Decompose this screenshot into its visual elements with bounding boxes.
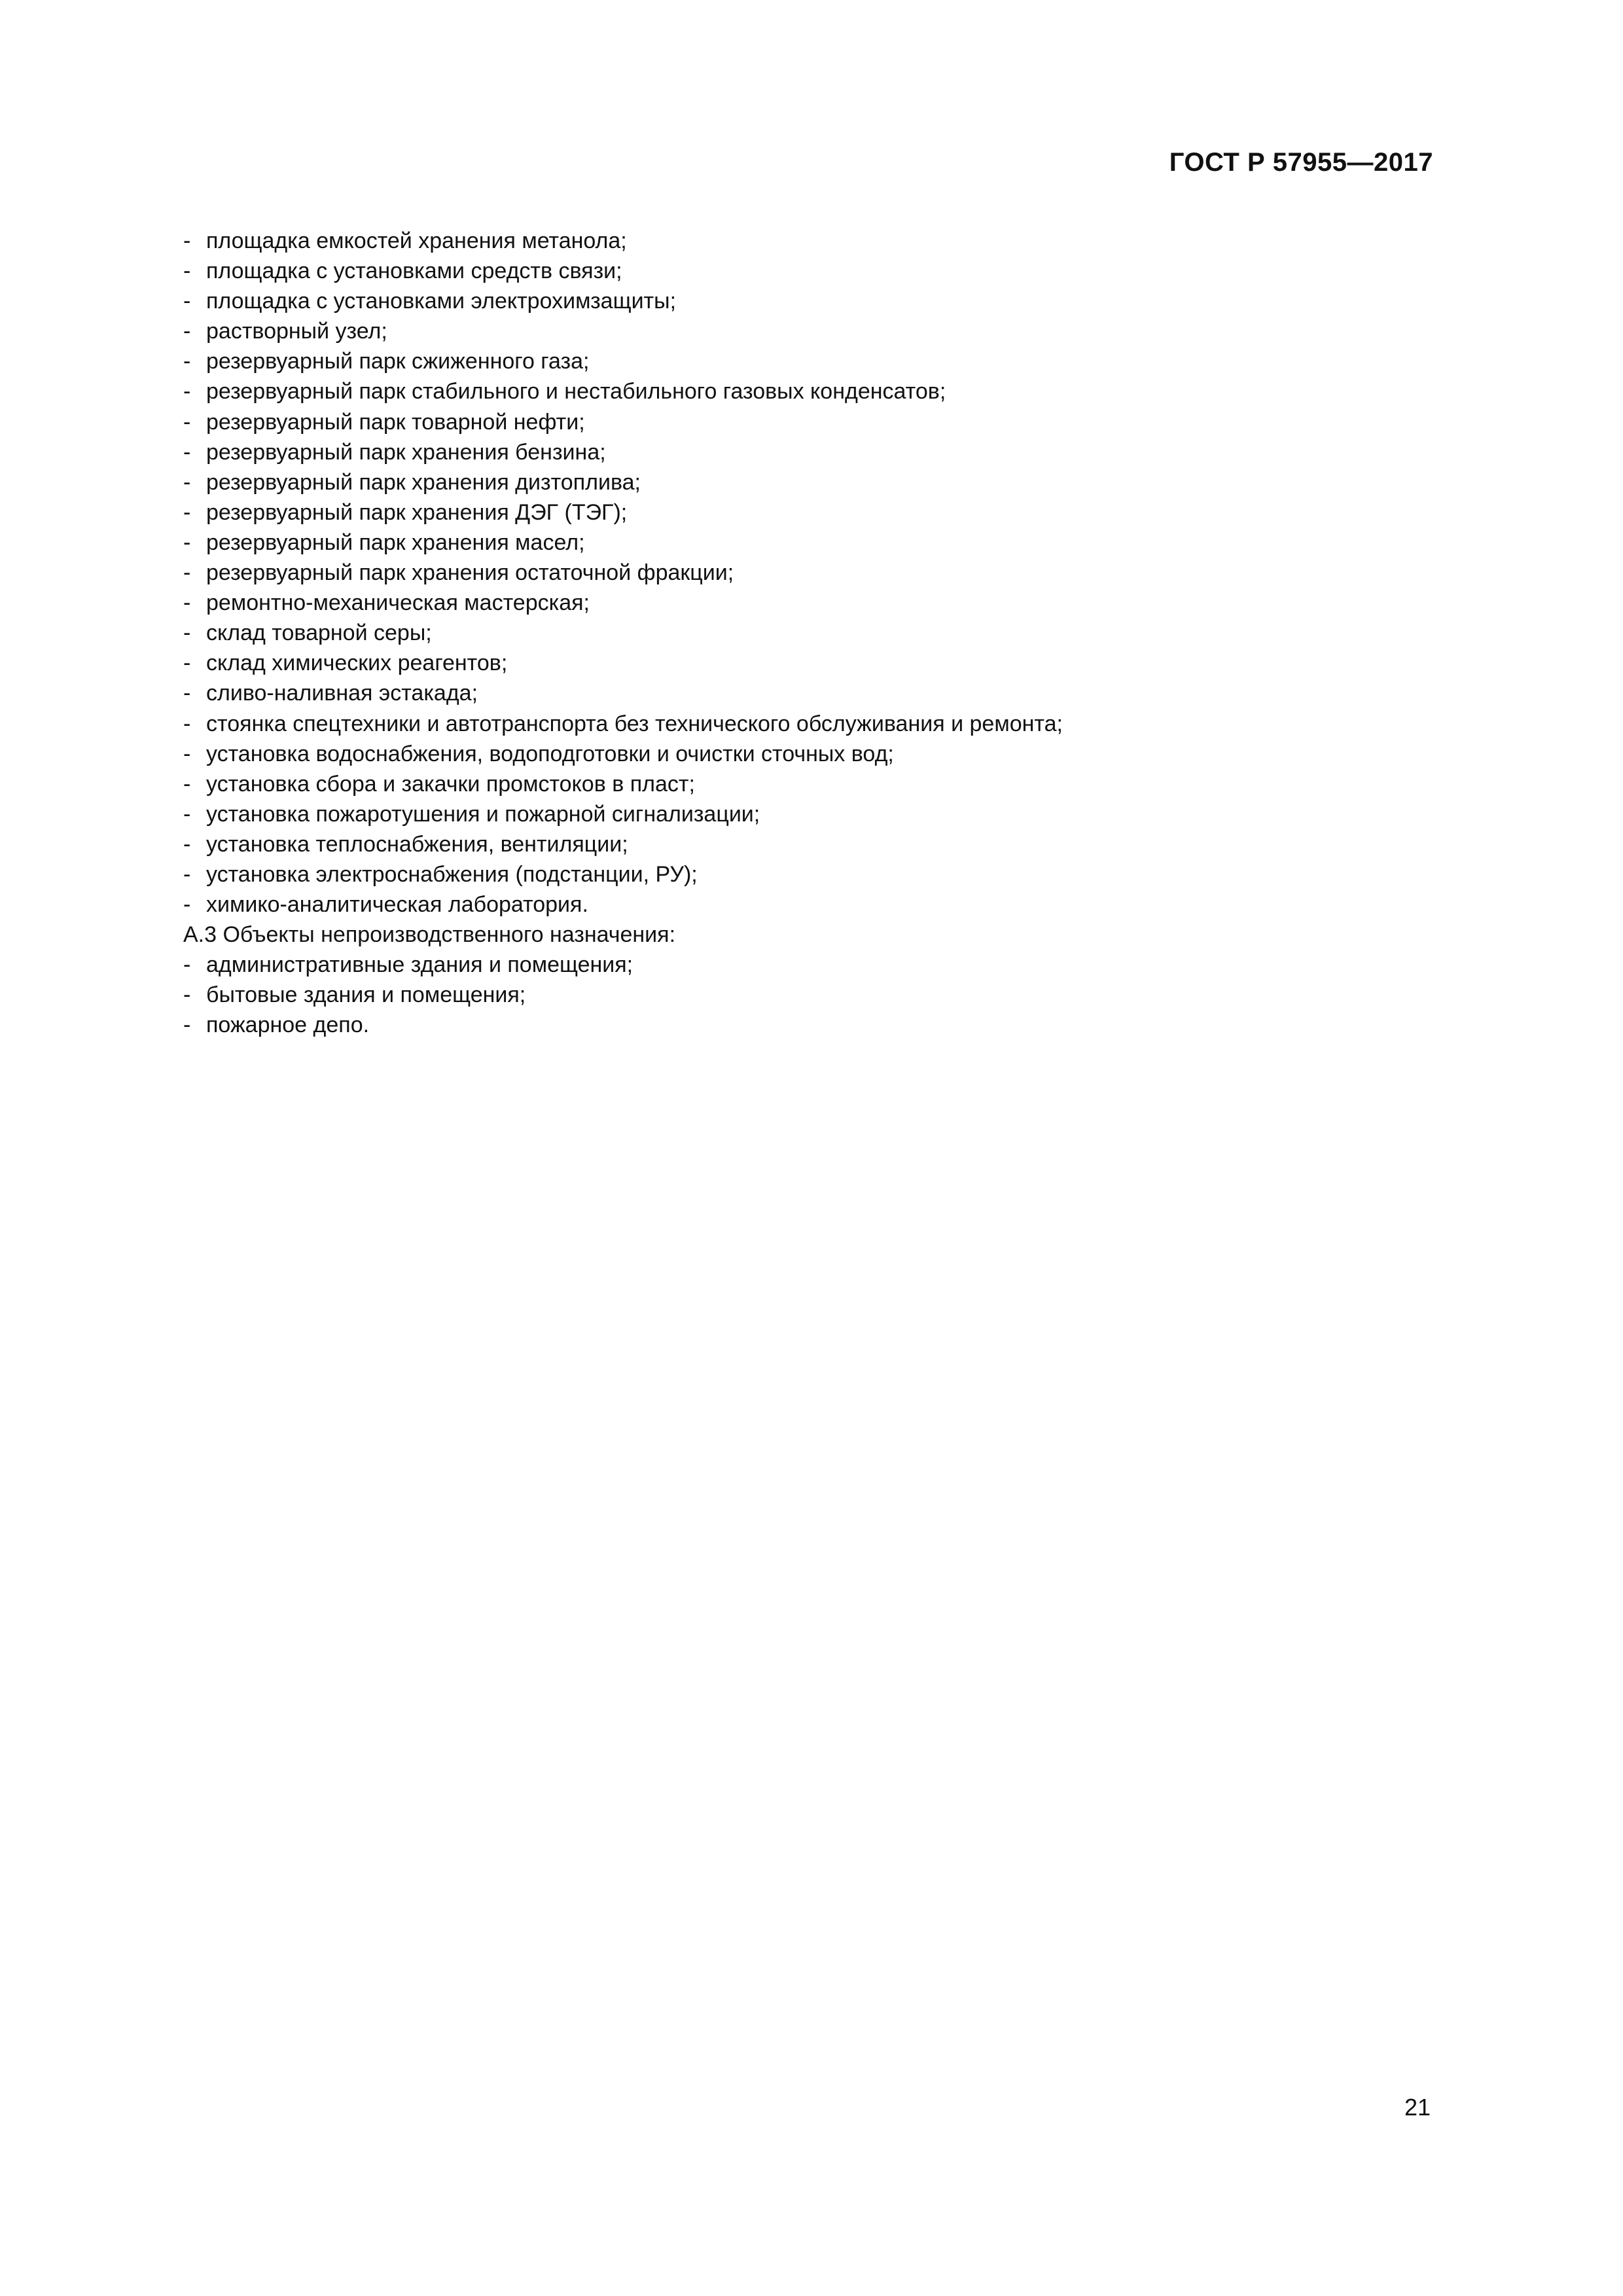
bullet-dash: - (183, 409, 191, 435)
bullet-dash: - (183, 651, 191, 676)
list-item-text: резервуарный парк сжиженного газа; (206, 349, 590, 374)
list-item-text: площадка емкостей хранения метанола; (206, 228, 627, 253)
list-item (183, 256, 1459, 286)
bullet-dash: - (183, 228, 191, 253)
list-item (183, 678, 1459, 708)
bullet-dash: - (183, 1013, 191, 1038)
bullet-dash: - (183, 831, 191, 857)
list-item (183, 980, 1459, 1010)
list-item (183, 437, 1459, 467)
list-item (183, 648, 1459, 678)
list-item-text: резервуарный парк хранения бензина; (206, 439, 606, 465)
list-item (183, 376, 1459, 406)
bullet-dash: - (183, 319, 191, 344)
list-item (183, 1010, 1459, 1040)
bullet-dash: - (183, 982, 191, 1008)
bullet-dash: - (183, 711, 191, 736)
list-item (183, 950, 1459, 980)
bullet-dash: - (183, 499, 191, 525)
list-item (183, 709, 1459, 739)
list-item (183, 226, 1459, 256)
list-item (183, 346, 1459, 376)
list-item-text: резервуарный парк хранения остаточной фракции; (206, 560, 734, 586)
list-item (183, 316, 1459, 346)
list-item (183, 286, 1459, 316)
list-item-text: установка электроснабжения (подстанции, РУ); (206, 861, 698, 887)
bullet-dash: - (183, 952, 191, 978)
list-item-text: склад химических реагентов; (206, 651, 508, 676)
bullet-dash: - (183, 289, 191, 314)
list-item (183, 829, 1459, 859)
section-heading: А.3 Объекты непроизводственного назначения: (183, 922, 676, 948)
bullet-dash: - (183, 892, 191, 918)
list-item (183, 739, 1459, 769)
list-item-text: резервуарный парк стабильного и нестабильного газовых конденсатов; (206, 379, 946, 404)
list-item-text: склад товарной серы; (206, 620, 432, 646)
list-item-text: административные здания и помещения; (206, 952, 633, 978)
list-item (183, 859, 1459, 889)
list-item-text: пожарное депо. (206, 1013, 370, 1038)
list-item-text: установка сбора и закачки промстоков в пласт; (206, 771, 695, 797)
list-item-text: площадка с установками средств связи; (206, 259, 622, 284)
bullet-dash: - (183, 529, 191, 555)
list-item-text: площадка с установками электрохимзащиты; (206, 289, 677, 314)
list-item (183, 889, 1459, 920)
list-item (183, 528, 1459, 558)
bullet-dash: - (183, 379, 191, 404)
bullet-dash: - (183, 620, 191, 646)
bullet-dash: - (183, 259, 191, 284)
list-item (183, 467, 1459, 497)
list-item-text: резервуарный парк хранения ДЭГ (ТЭГ); (206, 499, 628, 525)
list-item (183, 558, 1459, 588)
bullet-dash: - (183, 741, 191, 766)
bullet-dash: - (183, 681, 191, 706)
bullet-dash: - (183, 439, 191, 465)
list-item-text: химико-аналитическая лаборатория. (206, 892, 588, 918)
list-item-text: установка водоснабжения, водоподготовки и очистки сточных вод; (206, 741, 894, 766)
list-item (183, 497, 1459, 528)
list-item-text: растворный узел; (206, 319, 387, 344)
page-number: 21 (1404, 2094, 1431, 2121)
list-item-text: резервуарный парк хранения масел; (206, 529, 585, 555)
list-item-text: сливо-наливная эстакада; (206, 681, 478, 706)
list-item-text: установка пожаротушения и пожарной сигнализации; (206, 801, 760, 827)
page-content (183, 226, 1459, 1041)
bullet-dash: - (183, 801, 191, 827)
list-item (183, 407, 1459, 437)
bullet-dash: - (183, 560, 191, 586)
bullet-dash: - (183, 469, 191, 495)
list-item-text: установка теплоснабжения, вентиляции; (206, 831, 628, 857)
list-item (183, 618, 1459, 648)
bullet-dash: - (183, 349, 191, 374)
document-header: ГОСТ Р 57955—2017 (1169, 148, 1433, 177)
list-item-text: бытовые здания и помещения; (206, 982, 526, 1008)
list-item-text: ремонтно-механическая мастерская; (206, 590, 590, 616)
bullet-dash: - (183, 771, 191, 797)
list-item-text: резервуарный парк товарной нефти; (206, 409, 585, 435)
list-item-text: резервуарный парк хранения дизтоплива; (206, 469, 641, 495)
list-item-text: стоянка спецтехники и автотранспорта без технического обслуживания и ремонта; (206, 711, 1063, 736)
bullet-dash: - (183, 590, 191, 616)
list-item (183, 799, 1459, 829)
list-item (183, 769, 1459, 799)
bullet-dash: - (183, 861, 191, 887)
list-item (183, 588, 1459, 618)
